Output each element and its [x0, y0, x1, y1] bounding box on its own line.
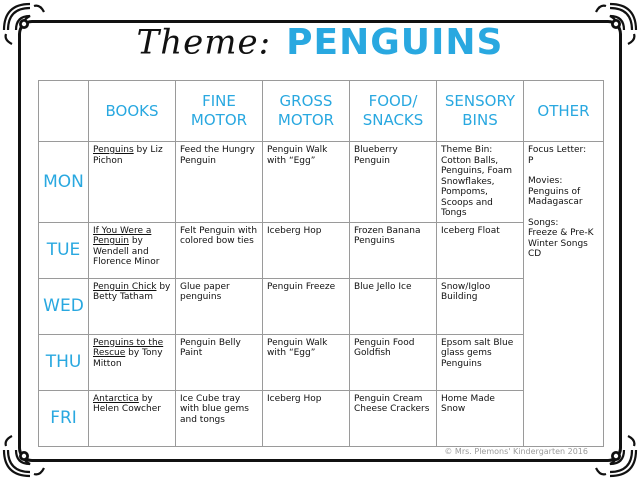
songs-value: Freeze & Pre-K Winter Songs CD: [528, 228, 594, 259]
header-sensory: [437, 81, 524, 142]
book-cell: [89, 222, 176, 278]
book-cell: [89, 334, 176, 390]
day-label: TUE: [39, 222, 89, 278]
gross-motor-cell: Iceberg Hop: [263, 222, 350, 278]
book-author: by Wendell and Florence Minor: [93, 236, 160, 267]
header-food-line2: SNACKS: [362, 111, 424, 129]
day-label: WED: [39, 278, 89, 334]
table-row: [39, 222, 604, 278]
book-title: If You Were a Penguin: [93, 225, 152, 246]
table-row: [39, 278, 604, 334]
header-gross-motor: [263, 81, 350, 142]
fine-motor-cell: Glue paper penguins: [176, 278, 263, 334]
gross-motor-cell: Penguin Freeze: [263, 278, 350, 334]
day-label: THU: [39, 334, 89, 390]
table-row: [39, 334, 604, 390]
sensory-cell: Epsom salt Blue glass gems Penguins: [437, 334, 524, 390]
book-title: Antarctica: [93, 393, 139, 404]
header-sensory-line1: SENSORY: [444, 92, 516, 110]
header-books: BOOKS: [89, 81, 176, 142]
sensory-cell: Theme Bin: Cotton Balls, Penguins, Foam Snowflakes, Pompoms, Scoops and Tongs: [437, 142, 524, 223]
header-gross-motor-line2: MOTOR: [277, 111, 335, 129]
focus-letter-label: Focus Letter:: [528, 145, 587, 155]
header-gross-motor-line1: GROSS: [279, 92, 333, 110]
table-row: [39, 390, 604, 446]
book-author: by Betty Tatham: [93, 281, 171, 302]
food-cell: Frozen Banana Penguins: [350, 222, 437, 278]
book-title: Penguins to the Rescue: [93, 337, 164, 358]
title-topic: PENGUINS: [286, 22, 504, 63]
sensory-cell: Home Made Snow: [437, 390, 524, 446]
fine-motor-cell: Penguin Belly Paint: [176, 334, 263, 390]
other-cell: [524, 142, 604, 447]
fine-motor-cell: Felt Penguin with colored bow ties: [176, 222, 263, 278]
food-cell: Penguin Food Goldfish: [350, 334, 437, 390]
day-label: MON: [39, 142, 89, 223]
fine-motor-cell: Feed the Hungry Penguin: [176, 142, 263, 223]
copyright-footer: © Mrs. Plemons' Kindergarten 2016: [444, 447, 588, 456]
header-other: OTHER: [524, 81, 604, 142]
book-author: by Liz Pichon: [93, 145, 163, 166]
songs-label: Songs:: [528, 217, 559, 228]
header-food: [350, 81, 437, 142]
book-author: by Helen Cowcher: [93, 393, 161, 414]
food-cell: Blueberry Penguin: [350, 142, 437, 223]
sensory-cell: Snow/Igloo Building: [437, 278, 524, 334]
sensory-cell: Iceberg Float: [437, 222, 524, 278]
header-fine-motor-line1: FINE: [202, 92, 236, 110]
book-title: Penguins: [93, 145, 134, 155]
header-food-line1: FOOD/: [368, 92, 418, 110]
movies-value: Penguins of Madagascar: [528, 186, 583, 207]
header-fine-motor: [176, 81, 263, 142]
book-cell: [89, 278, 176, 334]
food-cell: Penguin Cream Cheese Crackers: [350, 390, 437, 446]
movies-label: Movies:: [528, 176, 563, 186]
gross-motor-cell: Penguin Walk with “Egg”: [263, 142, 350, 223]
book-author: by Tony Mitton: [93, 348, 163, 369]
header-corner: [39, 81, 89, 142]
book-cell: [89, 142, 176, 223]
fine-motor-cell: Ice Cube tray with blue gems and tongs: [176, 390, 263, 446]
header-sensory-line2: BINS: [462, 111, 498, 129]
gross-motor-cell: Penguin Walk with “Egg”: [263, 334, 350, 390]
book-cell: [89, 390, 176, 446]
food-cell: Blue Jello Ice: [350, 278, 437, 334]
table-row: [39, 142, 604, 223]
focus-letter-value: P: [528, 155, 534, 166]
gross-motor-cell: Iceberg Hop: [263, 390, 350, 446]
header-row: [39, 81, 604, 142]
plan-table: [38, 80, 604, 447]
book-title: Penguin Chick: [93, 281, 157, 292]
page-title: [0, 22, 640, 72]
title-prefix: Theme:: [136, 22, 272, 63]
day-label: FRI: [39, 390, 89, 446]
header-fine-motor-line2: MOTOR: [190, 111, 248, 129]
